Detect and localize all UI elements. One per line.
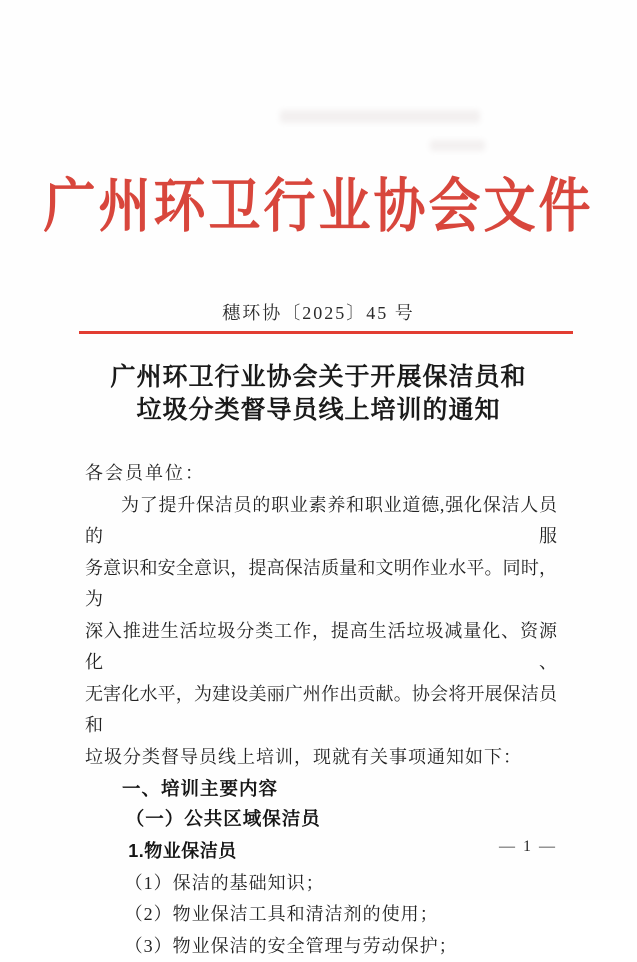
document-title	[50, 361, 587, 427]
letterhead-title: 广州环卫行业协会文件	[0, 168, 637, 249]
sub-section-heading: （一）公共区域保洁员	[126, 805, 557, 837]
document-number: 穗环协〔2025〕45 号	[0, 299, 637, 325]
document-title-line2: 垃圾分类督导员线上培训的通知	[50, 394, 587, 427]
scan-bleedthrough-artifact	[430, 140, 485, 151]
list-item: （1）保洁的基础知识；	[125, 868, 557, 900]
list-item: （3）物业保洁的安全管理与劳动保护；	[125, 931, 557, 962]
section-heading: 一、培训主要内容	[122, 773, 557, 805]
letterhead-divider-rule	[79, 331, 573, 334]
page-number: — 1 —	[499, 838, 557, 856]
sub-sub-section-heading: 1.物业保洁员	[128, 836, 557, 868]
document-title-line1: 广州环卫行业协会关于开展保洁员和	[50, 361, 587, 394]
paragraph-line: 无害化水平，为建设美丽广州作出贡献。协会将开展保洁员和	[85, 679, 557, 742]
paragraph-line: 深入推进生活垃圾分类工作，提高生活垃圾减量化、资源化、	[85, 616, 557, 679]
salutation: 各会员单位：	[85, 458, 557, 490]
list-item: （2）物业保洁工具和清洁剂的使用；	[125, 899, 557, 931]
paragraph-line: 务意识和安全意识，提高保洁质量和文明作业水平。同时，为	[85, 553, 557, 616]
paragraph-line: 为了提升保洁员的职业素养和职业道德,强化保洁人员的服	[85, 490, 557, 553]
document-body	[85, 458, 557, 962]
paragraph-line: 垃圾分类督导员线上培训，现就有关事项通知如下：	[85, 742, 557, 774]
scan-bleedthrough-artifact	[280, 110, 480, 123]
